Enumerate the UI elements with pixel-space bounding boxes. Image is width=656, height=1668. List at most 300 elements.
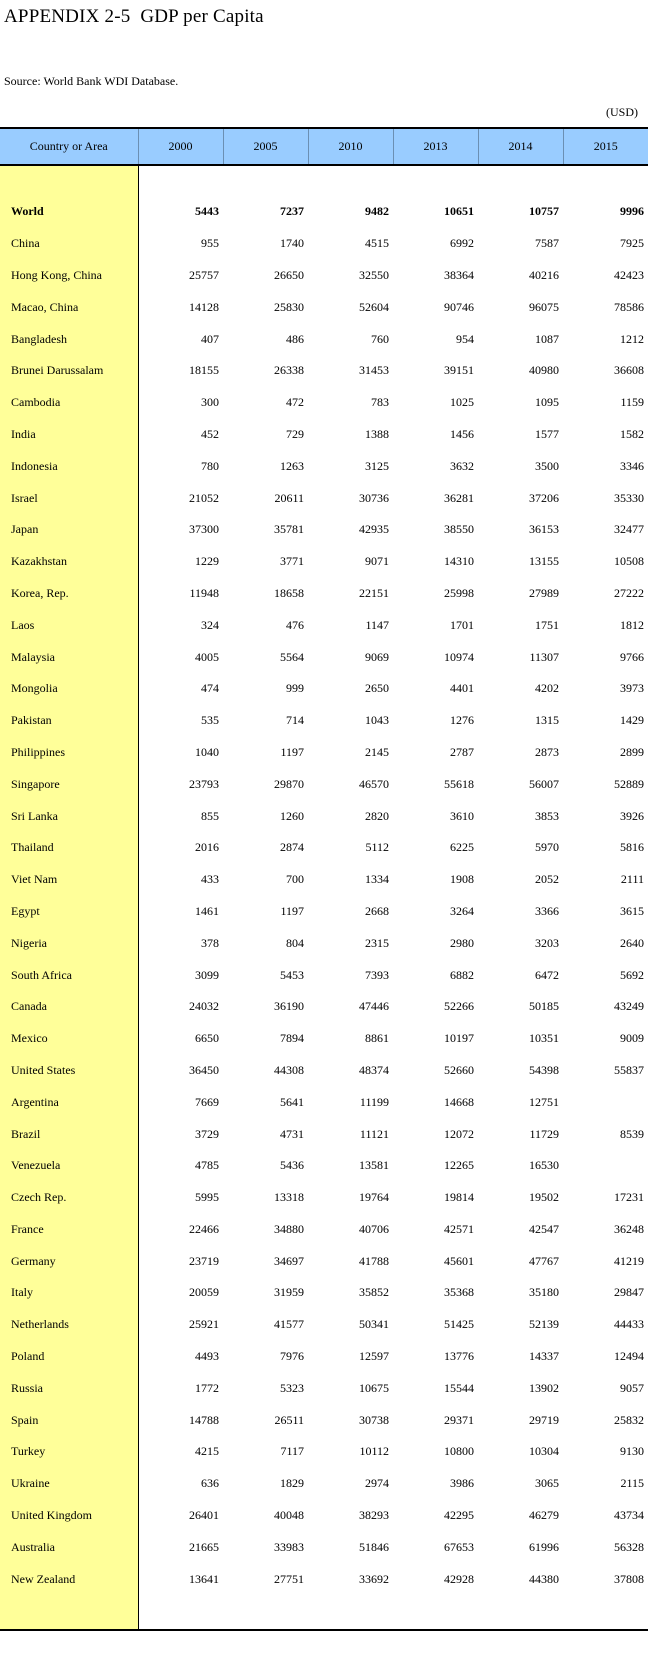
table-row: [0, 705, 648, 737]
gdp-value: 21052: [189, 490, 219, 505]
gdp-value: 10351: [529, 1031, 559, 1046]
gdp-value: 8539: [620, 1126, 644, 1141]
gdp-value: 4785: [195, 1158, 219, 1173]
gdp-value: 11948: [189, 585, 219, 600]
gdp-value: 3264: [450, 903, 474, 918]
country-name: China: [0, 228, 138, 260]
gdp-value: 22466: [189, 1221, 219, 1236]
header-year: 2010: [308, 128, 393, 165]
country-name: Viet Nam: [0, 864, 138, 896]
country-name: Poland: [0, 1341, 138, 1373]
gdp-value: 39151: [444, 363, 474, 378]
gdp-value: 34880: [274, 1221, 304, 1236]
gdp-value: 42547: [529, 1221, 559, 1236]
gdp-value: 31453: [359, 363, 389, 378]
country-name: Hong Kong, China: [0, 260, 138, 292]
gdp-table: [0, 127, 648, 1631]
gdp-value: 3632: [450, 458, 474, 473]
country-name: Brazil: [0, 1118, 138, 1150]
gdp-value: 35180: [529, 1285, 559, 1300]
header-year: 2014: [478, 128, 563, 165]
source-note: Source: World Bank WDI Database.: [4, 74, 179, 88]
gdp-value: 12265: [444, 1158, 474, 1173]
gdp-value: 6650: [195, 1031, 219, 1046]
gdp-value: 5970: [535, 840, 559, 855]
table-row: [0, 1372, 648, 1404]
country-name: Czech Rep.: [0, 1182, 138, 1214]
gdp-value: 11121: [359, 1126, 389, 1141]
gdp-value: 1147: [365, 617, 389, 632]
gdp-value: 37808: [614, 1571, 644, 1586]
table-row: [0, 1500, 648, 1532]
gdp-value: 51846: [359, 1539, 389, 1554]
gdp-value: 52660: [444, 1062, 474, 1077]
gdp-value: 29847: [614, 1285, 644, 1300]
gdp-value: 25832: [614, 1412, 644, 1427]
country-name: Sri Lanka: [0, 800, 138, 832]
gdp-value: 3125: [365, 458, 389, 473]
country-name: Japan: [0, 514, 138, 546]
spacer-row: [0, 165, 648, 196]
gdp-value: 31959: [274, 1285, 304, 1300]
gdp-value: 52266: [444, 999, 474, 1014]
gdp-value: 14128: [189, 299, 219, 314]
spacer-cell: [138, 1595, 648, 1630]
spacer-cell: [0, 1595, 138, 1630]
gdp-value: 30738: [359, 1412, 389, 1427]
gdp-value: 14788: [189, 1412, 219, 1427]
gdp-value: 41219: [614, 1253, 644, 1268]
gdp-value: 1908: [450, 872, 474, 887]
gdp-value: 407: [201, 331, 219, 346]
gdp-value: 5112: [365, 840, 389, 855]
gdp-value: 760: [371, 331, 389, 346]
gdp-value: 25830: [274, 299, 304, 314]
gdp-value: 56007: [529, 776, 559, 791]
header-year: 2000: [138, 128, 223, 165]
country-name: Kazakhstan: [0, 546, 138, 578]
table-row: [0, 641, 648, 673]
gdp-value: 3366: [535, 903, 559, 918]
gdp-value: 7237: [280, 204, 304, 219]
gdp-value: 12751: [529, 1094, 559, 1109]
gdp-value: 43249: [614, 999, 644, 1014]
table-body: [0, 165, 648, 1630]
gdp-value: 42928: [444, 1571, 474, 1586]
gdp-value: 7393: [365, 967, 389, 982]
gdp-value: 2873: [535, 744, 559, 759]
gdp-value: 2980: [450, 935, 474, 950]
gdp-value: 52889: [614, 776, 644, 791]
gdp-value: 24032: [189, 999, 219, 1014]
gdp-value: 54398: [529, 1062, 559, 1077]
table-row: [0, 355, 648, 387]
gdp-value: 78586: [614, 299, 644, 314]
gdp-value: 3346: [620, 458, 644, 473]
gdp-value: 2668: [365, 903, 389, 918]
gdp-value: 300: [201, 395, 219, 410]
gdp-value: 1043: [365, 713, 389, 728]
table-row: [0, 1086, 648, 1118]
gdp-value: 9766: [620, 649, 644, 664]
gdp-value: 55837: [614, 1062, 644, 1077]
gdp-value: 9009: [620, 1031, 644, 1046]
gdp-value: 1701: [450, 617, 474, 632]
gdp-value: 3853: [535, 808, 559, 823]
gdp-value: 5453: [280, 967, 304, 982]
gdp-value: 7117: [280, 1444, 304, 1459]
gdp-value: 5692: [620, 967, 644, 982]
gdp-value: 2820: [365, 808, 389, 823]
table-row: [0, 768, 648, 800]
table-row: [0, 1563, 648, 1595]
table-row: [0, 832, 648, 864]
gdp-value: 51425: [444, 1317, 474, 1332]
country-name: Laos: [0, 609, 138, 641]
gdp-value: 3203: [535, 935, 559, 950]
gdp-value: 12597: [359, 1349, 389, 1364]
table-row: [0, 419, 648, 451]
gdp-value: 47767: [529, 1253, 559, 1268]
gdp-value: 1276: [450, 713, 474, 728]
spacer-cell: [138, 165, 648, 196]
gdp-value: 2115: [620, 1476, 644, 1491]
gdp-value: 42423: [614, 267, 644, 282]
table-row: [0, 1118, 648, 1150]
country-name: South Africa: [0, 959, 138, 991]
gdp-value: 36608: [614, 363, 644, 378]
gdp-value: 14337: [529, 1349, 559, 1364]
header-year: 2015: [563, 128, 648, 165]
gdp-value: 40216: [529, 267, 559, 282]
gdp-value: 9482: [365, 204, 389, 219]
table-row: [0, 1404, 648, 1436]
gdp-value: 30736: [359, 490, 389, 505]
gdp-value: 12072: [444, 1126, 474, 1141]
gdp-value: 3615: [620, 903, 644, 918]
gdp-value: 46279: [529, 1508, 559, 1523]
gdp-value: 35368: [444, 1285, 474, 1300]
gdp-value: 13641: [189, 1571, 219, 1586]
gdp-value: 35852: [359, 1285, 389, 1300]
table-row: [0, 323, 648, 355]
gdp-value: 22151: [359, 585, 389, 600]
gdp-value: 10197: [444, 1031, 474, 1046]
country-name: Pakistan: [0, 705, 138, 737]
gdp-value: 5816: [620, 840, 644, 855]
gdp-value: 37206: [529, 490, 559, 505]
gdp-value: 11729: [529, 1126, 559, 1141]
gdp-value: 452: [201, 426, 219, 441]
gdp-value: 10675: [359, 1380, 389, 1395]
gdp-value: 2145: [365, 744, 389, 759]
gdp-value: 36248: [614, 1221, 644, 1236]
gdp-value: 636: [201, 1476, 219, 1491]
gdp-value: 1025: [450, 395, 474, 410]
gdp-value: 42935: [359, 522, 389, 537]
country-name: United Kingdom: [0, 1500, 138, 1532]
gdp-value: 46570: [359, 776, 389, 791]
table-row: [0, 1214, 648, 1246]
gdp-value: 48374: [359, 1062, 389, 1077]
gdp-value: 40048: [274, 1508, 304, 1523]
table-row: [0, 1023, 648, 1055]
country-name: Thailand: [0, 832, 138, 864]
country-name: Argentina: [0, 1086, 138, 1118]
country-name: United States: [0, 1055, 138, 1087]
gdp-value: 7894: [280, 1031, 304, 1046]
table-row: [0, 546, 648, 578]
country-name: Mongolia: [0, 673, 138, 705]
country-name: Egypt: [0, 896, 138, 928]
spacer-cell: [0, 165, 138, 196]
page-title: APPENDIX 2-5 GDP per Capita: [4, 6, 264, 27]
gdp-value: 13776: [444, 1349, 474, 1364]
gdp-value: 804: [286, 935, 304, 950]
gdp-value: 9071: [365, 554, 389, 569]
gdp-value: 2111: [620, 872, 644, 887]
table-row: [0, 959, 648, 991]
gdp-value: 474: [201, 681, 219, 696]
gdp-value: 38364: [444, 267, 474, 282]
gdp-value: 2315: [365, 935, 389, 950]
gdp-value: 29371: [444, 1412, 474, 1427]
gdp-value: 1095: [535, 395, 559, 410]
table-row: [0, 991, 648, 1023]
gdp-value: 4401: [450, 681, 474, 696]
table-row: [0, 1150, 648, 1182]
gdp-value: 6882: [450, 967, 474, 982]
gdp-value: 29719: [529, 1412, 559, 1427]
gdp-value: 33983: [274, 1539, 304, 1554]
gdp-value: 25998: [444, 585, 474, 600]
country-name: Brunei Darussalam: [0, 355, 138, 387]
gdp-value: 700: [286, 872, 304, 887]
gdp-value: 27222: [614, 585, 644, 600]
table-row: [0, 1245, 648, 1277]
gdp-value: 783: [371, 395, 389, 410]
gdp-value: 11199: [359, 1094, 389, 1109]
country-name: India: [0, 419, 138, 451]
table-row: [0, 228, 648, 260]
country-name: Israel: [0, 482, 138, 514]
country-name: Italy: [0, 1277, 138, 1309]
gdp-value: 18155: [189, 363, 219, 378]
gdp-value: 1087: [535, 331, 559, 346]
country-name: New Zealand: [0, 1563, 138, 1595]
gdp-value: 714: [286, 713, 304, 728]
gdp-value: 35330: [614, 490, 644, 505]
gdp-value: 7587: [535, 236, 559, 251]
gdp-value: 44433: [614, 1317, 644, 1332]
gdp-value: 26650: [274, 267, 304, 282]
spacer-row: [0, 1595, 648, 1630]
gdp-value: 41577: [274, 1317, 304, 1332]
gdp-value: 10112: [359, 1444, 389, 1459]
gdp-value: 38293: [359, 1508, 389, 1523]
gdp-value: 14668: [444, 1094, 474, 1109]
table-row: [0, 260, 648, 292]
gdp-value: 5436: [280, 1158, 304, 1173]
gdp-value: 2650: [365, 681, 389, 696]
gdp-value: 5323: [280, 1380, 304, 1395]
gdp-value: 8861: [365, 1031, 389, 1046]
gdp-value: 23719: [189, 1253, 219, 1268]
gdp-value: 3973: [620, 681, 644, 696]
gdp-value: 729: [286, 426, 304, 441]
table-row: [0, 291, 648, 323]
gdp-value: 13581: [359, 1158, 389, 1173]
gdp-value: 10508: [614, 554, 644, 569]
gdp-value: 26401: [189, 1508, 219, 1523]
header-year: 2013: [393, 128, 478, 165]
gdp-value: 26338: [274, 363, 304, 378]
gdp-value: 324: [201, 617, 219, 632]
country-name: Cambodia: [0, 387, 138, 419]
country-name: Spain: [0, 1404, 138, 1436]
table-row: [0, 609, 648, 641]
country-name: France: [0, 1214, 138, 1246]
country-name: Russia: [0, 1372, 138, 1404]
table-row: [0, 482, 648, 514]
gdp-value: 5995: [195, 1190, 219, 1205]
gdp-value: 1582: [620, 426, 644, 441]
country-name: World: [0, 196, 138, 228]
gdp-value: 1740: [280, 236, 304, 251]
gdp-value: 43734: [614, 1508, 644, 1523]
gdp-value: 2016: [195, 840, 219, 855]
gdp-value: 3610: [450, 808, 474, 823]
gdp-table-container: [0, 127, 648, 1631]
table-row: [0, 1309, 648, 1341]
country-name: Macao, China: [0, 291, 138, 323]
gdp-value: 34697: [274, 1253, 304, 1268]
gdp-value: 5564: [280, 649, 304, 664]
gdp-value: 1159: [620, 395, 644, 410]
table-row: [0, 1531, 648, 1563]
gdp-value: 1229: [195, 554, 219, 569]
country-name: Malaysia: [0, 641, 138, 673]
gdp-value: 17231: [614, 1190, 644, 1205]
gdp-value: 433: [201, 872, 219, 887]
gdp-value: 3065: [535, 1476, 559, 1491]
gdp-value: 50341: [359, 1317, 389, 1332]
gdp-value: 6992: [450, 236, 474, 251]
gdp-value: 378: [201, 935, 219, 950]
country-name: Venezuela: [0, 1150, 138, 1182]
gdp-value: 42571: [444, 1221, 474, 1236]
gdp-value: 20611: [274, 490, 304, 505]
gdp-value: 535: [201, 713, 219, 728]
table-row: [0, 1341, 648, 1373]
gdp-value: 2052: [535, 872, 559, 887]
gdp-value: 36153: [529, 522, 559, 537]
gdp-value: 13155: [529, 554, 559, 569]
gdp-value: 3926: [620, 808, 644, 823]
gdp-value: 2874: [280, 840, 304, 855]
gdp-value: 10757: [529, 204, 559, 219]
gdp-value: 40980: [529, 363, 559, 378]
gdp-value: 23793: [189, 776, 219, 791]
gdp-value: 1388: [365, 426, 389, 441]
country-name: Ukraine: [0, 1468, 138, 1500]
gdp-value: 486: [286, 331, 304, 346]
gdp-value: 1334: [365, 872, 389, 887]
gdp-value: 10304: [529, 1444, 559, 1459]
gdp-value: 40706: [359, 1221, 389, 1236]
gdp-value: 1197: [280, 744, 304, 759]
table-row: [0, 1436, 648, 1468]
gdp-value: 47446: [359, 999, 389, 1014]
gdp-value: 52604: [359, 299, 389, 314]
gdp-value: 35781: [274, 522, 304, 537]
gdp-value: 3099: [195, 967, 219, 982]
gdp-value: 10800: [444, 1444, 474, 1459]
gdp-value: 1812: [620, 617, 644, 632]
gdp-value: 13318: [274, 1190, 304, 1205]
gdp-value: 26511: [274, 1412, 304, 1427]
gdp-value: 5443: [195, 204, 219, 219]
gdp-value: 1461: [195, 903, 219, 918]
gdp-value: 472: [286, 395, 304, 410]
gdp-value: 1577: [535, 426, 559, 441]
country-name: Korea, Rep.: [0, 578, 138, 610]
gdp-value: 4202: [535, 681, 559, 696]
gdp-value: 27989: [529, 585, 559, 600]
gdp-value: 1197: [280, 903, 304, 918]
table-row: [0, 737, 648, 769]
country-name: Netherlands: [0, 1309, 138, 1341]
gdp-value: 1315: [535, 713, 559, 728]
gdp-value: 3729: [195, 1126, 219, 1141]
country-name: Germany: [0, 1245, 138, 1277]
gdp-value: 29870: [274, 776, 304, 791]
gdp-value: 55618: [444, 776, 474, 791]
gdp-value: 16530: [529, 1158, 559, 1173]
gdp-value: 1751: [535, 617, 559, 632]
gdp-value: 25757: [189, 267, 219, 282]
table-row: [0, 387, 648, 419]
gdp-value: 20059: [189, 1285, 219, 1300]
gdp-value: 44380: [529, 1571, 559, 1586]
gdp-value: 52139: [529, 1317, 559, 1332]
gdp-value: 9130: [620, 1444, 644, 1459]
table-row: [0, 1468, 648, 1500]
gdp-value: 1212: [620, 331, 644, 346]
gdp-value: 955: [201, 236, 219, 251]
gdp-value: 41788: [359, 1253, 389, 1268]
gdp-value: 27751: [274, 1571, 304, 1586]
gdp-value: 61996: [529, 1539, 559, 1554]
gdp-value: 476: [286, 617, 304, 632]
gdp-value: 10974: [444, 649, 474, 664]
country-name: Nigeria: [0, 927, 138, 959]
gdp-value: 14310: [444, 554, 474, 569]
table-row: [0, 1182, 648, 1214]
gdp-value: 9069: [365, 649, 389, 664]
gdp-value: 4215: [195, 1444, 219, 1459]
gdp-value: 855: [201, 808, 219, 823]
gdp-value: 3500: [535, 458, 559, 473]
table-row: [0, 896, 648, 928]
country-name: Canada: [0, 991, 138, 1023]
country-name: Australia: [0, 1531, 138, 1563]
gdp-value: 50185: [529, 999, 559, 1014]
gdp-value: 780: [201, 458, 219, 473]
gdp-value: 32550: [359, 267, 389, 282]
gdp-value: 2899: [620, 744, 644, 759]
gdp-value: 38550: [444, 522, 474, 537]
